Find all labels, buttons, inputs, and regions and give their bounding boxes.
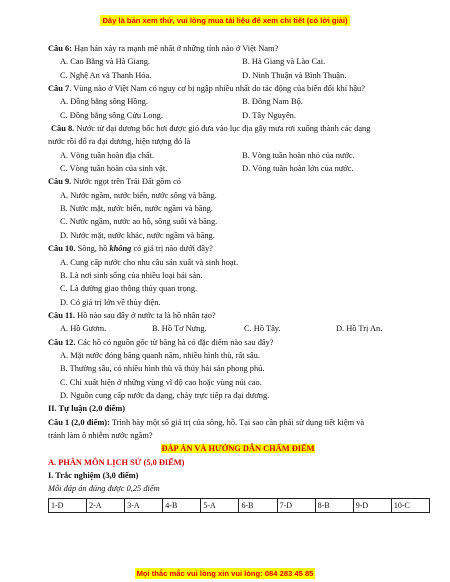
option-d: D. Hồ Trị An.	[336, 324, 383, 334]
section-a-heading: A. PHÂN MÔN LỊCH SỬ (5,0 ĐIỂM)	[48, 457, 185, 467]
answer-key-heading	[48, 442, 428, 455]
answer-cell: 9-D	[353, 498, 391, 512]
question-12-label: Câu 12.	[48, 337, 76, 347]
option-a: A. Mặt nước đóng băng quanh năm, nhiều hình thù, rất sâu.	[60, 350, 260, 360]
table-row	[49, 498, 430, 512]
answer-table	[48, 498, 430, 513]
essay-question-1-label: Câu 1 (2,0 điểm):	[48, 417, 110, 427]
question-10-text-post: có giá trị nào dưới đây?	[131, 244, 213, 254]
preview-banner	[0, 10, 450, 28]
question-7-options-cd	[48, 109, 428, 122]
answer-cell: 7-D	[277, 498, 315, 512]
question-11-label: Câu 11.	[48, 310, 75, 320]
question-12-text: Các hồ có nguồn gốc từ băng hà có đặc điểm nào sau đây?	[75, 337, 274, 347]
essay-question-1	[48, 416, 428, 429]
option-c: C. Là đường giao thông thủy quan trọng.	[60, 284, 198, 294]
option-b: B. Thường sâu, có nhiều hình thù và thủy hải sản phong phú.	[60, 364, 265, 374]
option-d: D. Có giá trị lớn về thủy điện.	[60, 297, 161, 307]
answer-cell: 10-C	[391, 498, 429, 512]
answer-cell: 6-B	[239, 498, 277, 512]
option-b: B. Hà Giang và Lào Cai.	[242, 57, 326, 67]
option-d: D. Ninh Thuận và Bình Thuận.	[242, 70, 347, 80]
question-6-options-cd	[48, 69, 428, 82]
question-10-text-pre: Sông, hồ	[75, 244, 110, 254]
option-c: C. Nghệ An và Thanh Hóa.	[60, 70, 152, 80]
question-11-text: Hồ nào sau đây ở nước ta là hồ nhân tạo?	[75, 310, 216, 320]
answer-cell: 2-A	[87, 498, 125, 512]
option-a: A. Cao Bằng và Hà Giang.	[60, 57, 151, 67]
question-8-text-line2: nước rồi đổ ra đại dương, hiện tượng đó là	[48, 137, 191, 147]
option-a: A. Vòng tuần hoàn địa chất.	[60, 150, 155, 160]
answer-cell: 3-A	[125, 498, 163, 512]
question-10-emphasis: không	[109, 244, 132, 254]
option-b: B. Đông Nam Bộ.	[242, 97, 303, 107]
question-8-text-line1: Nước từ đại dương bốc hơi được gió đưa vào lục địa gây mưa rơi xuống thành các dạng	[74, 124, 371, 134]
preview-banner-text: Đây là bản xem thử, vui lòng mua tài liệu để xem chi tiết (có lời giải)	[102, 16, 348, 25]
question-11	[48, 309, 428, 322]
question-8-options-cd	[48, 162, 428, 175]
answer-cell: 5-A	[201, 498, 239, 512]
question-10	[48, 242, 428, 255]
option-c: C. Vòng tuần hoàn của sinh vật.	[60, 164, 168, 174]
scoring-note: Mỗi đáp án đúng được 0,25 điểm	[48, 484, 160, 494]
option-b: B. Vòng tuần hoàn nhỏ của nước.	[242, 150, 355, 160]
option-c: C. Hồ Tây.	[244, 324, 281, 334]
option-c: C. Nước ngầm, nước ao hồ, sông suối và băng.	[60, 217, 218, 227]
contact-footer	[0, 563, 450, 581]
question-6	[48, 42, 428, 55]
answer-cell: 1-D	[49, 498, 87, 512]
part-1-heading: I. Trắc nghiệm (3,0 điểm)	[48, 471, 139, 480]
option-b: B. Nước mặt, nước biển, nước ngầm và băng.	[60, 204, 213, 214]
question-7	[48, 82, 428, 95]
document-body	[48, 42, 428, 513]
option-c: C. Chỉ xuất hiện ở những vùng vĩ độ cao hoặc vùng núi cao.	[60, 377, 262, 387]
question-6-label: Câu 6:	[48, 44, 72, 53]
question-11-options	[48, 322, 428, 335]
option-d: D. Vòng tuần hoàn lớn của nước.	[242, 164, 354, 174]
option-d: D. Tây Nguyên.	[242, 110, 296, 120]
question-7-text: . Vùng nào ở Việt Nam có nguy cơ bị ngập nhiều nhất do tác động của biến đổi khí hậu?	[69, 84, 365, 94]
option-c: C. Đồng bằng sông Cửu Long.	[60, 110, 163, 120]
essay-question-1-text-line1: Trình bày một số giá trị của sông, hồ. Tại sao cần phải sử dụng tiết kiệm và	[109, 417, 365, 427]
answer-cell: 4-B	[163, 498, 201, 512]
question-7-label: Câu 7	[48, 84, 70, 94]
option-b: B. Là nơi sinh sống của nhiều loại hải sản.	[60, 270, 203, 280]
question-6-text: Hạn hán xảy ra mạnh mẽ nhất ở những tỉnh nào ở Việt Nam?	[71, 44, 279, 53]
option-a: A. Đồng bằng sông Hồng.	[60, 97, 148, 107]
question-8-label: Câu 8.	[51, 124, 75, 134]
option-b: B. Hồ Tơ Nưng.	[152, 324, 207, 334]
option-d: D. Nước mặt, nước khác, nước ngầm và băng.	[60, 230, 215, 240]
contact-footer-text: Mọi thắc mắc vui lòng xin vui lòng: 084 283 45 85	[136, 569, 314, 578]
question-7-options-ab	[48, 95, 428, 108]
option-a: A. Nước ngầm, nước biển, nước sông và băng.	[60, 190, 217, 200]
option-d: D. Nguồn cung cấp nước đa dạng, chảy trực tiếp ra đại dương.	[60, 390, 270, 400]
question-9-label: Câu 9.	[48, 177, 72, 187]
question-12	[48, 336, 428, 349]
answer-key-heading-text: ĐÁP ÁN VÀ HƯỚNG DẪN CHẤM ĐIỂM	[161, 444, 315, 454]
question-8-continued	[48, 135, 428, 148]
question-9	[48, 175, 428, 188]
question-6-options-ab	[48, 55, 428, 68]
option-a: A. Cung cấp nước cho nhu cầu sản xuất và sinh hoạt.	[60, 257, 239, 267]
question-10-label: Câu 10.	[48, 244, 76, 254]
question-8	[48, 122, 428, 135]
part-2-heading: II. Tự luận (2,0 điểm)	[48, 404, 126, 414]
essay-question-1-continued: tránh làm ô nhiễm nước ngầm?	[48, 430, 153, 440]
question-8-options-ab	[48, 149, 428, 162]
option-a: A. Hồ Gươm.	[60, 324, 107, 334]
answer-cell: 8-B	[315, 498, 353, 512]
question-9-text: Nước ngọt trên Trái Đất gồm có	[71, 177, 181, 187]
